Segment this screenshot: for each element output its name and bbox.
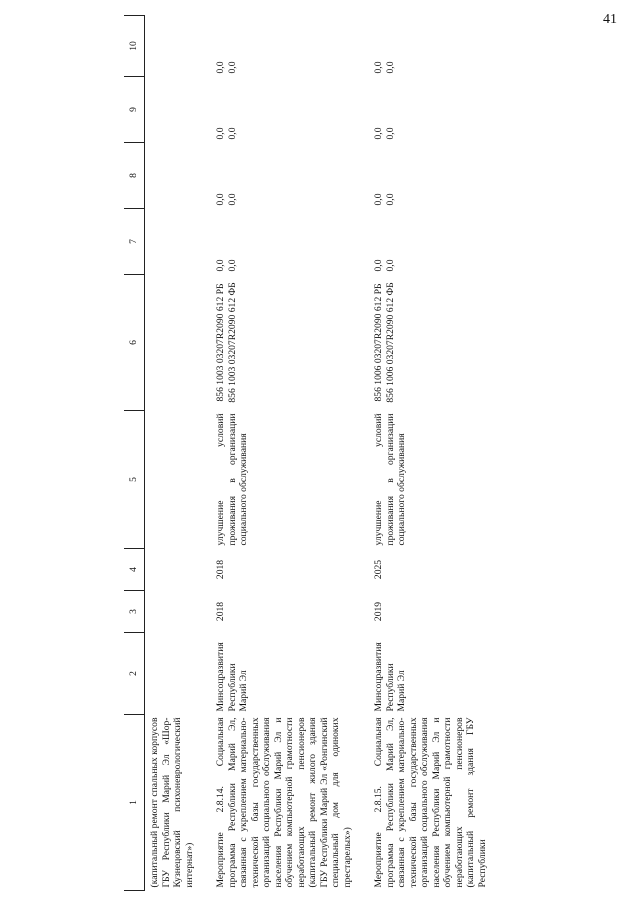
value-cell <box>201 77 359 143</box>
rotated-table-sheet <box>124 16 634 891</box>
value-cell <box>201 16 359 77</box>
program-table <box>124 15 494 891</box>
column-header: 3 <box>124 591 145 633</box>
value-cell <box>201 143 359 209</box>
value-fb: 0,0 <box>226 61 238 74</box>
column-header: 1 <box>124 715 145 891</box>
start-year-cell: 2019 <box>373 601 384 622</box>
value-cell <box>145 143 202 209</box>
table-row <box>359 16 494 891</box>
value-cell <box>145 209 202 275</box>
executor-cell: Минсоцразвития Республики Марий Эл <box>373 642 407 712</box>
column-header: 8 <box>124 143 145 209</box>
column-header: 7 <box>124 209 145 275</box>
budget-code-rb: 856 1006 03207R2090 612 РБ <box>373 283 384 402</box>
value-rb: 0,0 <box>373 127 384 140</box>
value-cell <box>145 77 202 143</box>
budget-code-cell <box>359 275 494 411</box>
column-header: 5 <box>124 411 145 549</box>
value-rb: 0,0 <box>215 127 226 140</box>
start-year-cell <box>145 591 202 633</box>
measure-name-cell: Мероприятие 2.8.14. Социальная программа Республики Марий Эл, связанная с укреплением материально-технической базы государственных организаций социального обслуживания населения Республики Марий Эл и обучением компьютерной грамотности неработающих пенсионеров (капитальный ремонт жилого здания ГБУ Республики Марий Эл «Ронгинский специальный дом для одиноких престарелых») <box>215 717 353 888</box>
end-year-cell: 2018 <box>215 559 226 580</box>
value-cell <box>359 77 494 143</box>
column-header: 6 <box>124 275 145 411</box>
measure-name-cell: (капитальный ремонт спальных корпусов ГБУ Республики Марий Эл «Шор-Кузнецовский психоневрологический интернат») <box>149 717 195 888</box>
value-cell <box>359 143 494 209</box>
value-rb: 0,0 <box>215 61 226 74</box>
value-fb: 0,0 <box>384 127 396 140</box>
end-year-cell <box>145 549 202 591</box>
column-header: 9 <box>124 77 145 143</box>
budget-code-rb: 856 1003 03207R2090 612 РБ <box>215 283 226 402</box>
executor-cell: Минсоцразвития Республики Марий Эл <box>215 642 249 712</box>
value-cell <box>359 16 494 77</box>
value-fb: 0,0 <box>226 127 238 140</box>
column-header: 2 <box>124 633 145 715</box>
table-row <box>145 16 202 891</box>
result-cell <box>145 411 202 549</box>
value-fb: 0,0 <box>384 259 396 272</box>
table-row <box>201 16 359 891</box>
value-fb: 0,0 <box>226 259 238 272</box>
result-cell: улучшение условий проживания в организации социального обслуживания <box>215 413 249 546</box>
budget-code-fb: 856 1006 03207R2090 612 ФБ <box>384 282 396 403</box>
value-rb: 0,0 <box>373 193 384 206</box>
column-header: 4 <box>124 549 145 591</box>
column-header: 10 <box>124 16 145 77</box>
budget-code-cell <box>145 275 202 411</box>
value-cell <box>145 16 202 77</box>
end-year-cell: 2025 <box>373 559 384 580</box>
value-fb: 0,0 <box>226 193 238 206</box>
start-year-cell: 2018 <box>215 601 226 622</box>
executor-cell <box>145 633 202 715</box>
value-rb: 0,0 <box>373 259 384 272</box>
value-rb: 0,0 <box>215 259 226 272</box>
value-fb: 0,0 <box>384 61 396 74</box>
page-number: 41 <box>603 12 617 27</box>
value-cell <box>201 209 359 275</box>
result-cell: улучшение условий проживания в организации социального обслуживания <box>373 413 407 546</box>
budget-code-fb: 856 1003 03207R2090 612 ФБ <box>226 282 238 403</box>
budget-code-cell <box>201 275 359 411</box>
value-cell <box>359 209 494 275</box>
measure-name-cell: Мероприятие 2.8.15. Социальная программа Республики Марий Эл, связанная с укреплением материально-технической базы государственных организаций социального обслуживания населения Республики Марий Эл и обучением компьютерной грамотности неработающих пенсионеров (капитальный ремонт здания ГБУ Республики <box>373 717 488 888</box>
value-rb: 0,0 <box>373 61 384 74</box>
table-header-row <box>124 16 145 891</box>
value-fb: 0,0 <box>384 193 396 206</box>
value-rb: 0,0 <box>215 193 226 206</box>
